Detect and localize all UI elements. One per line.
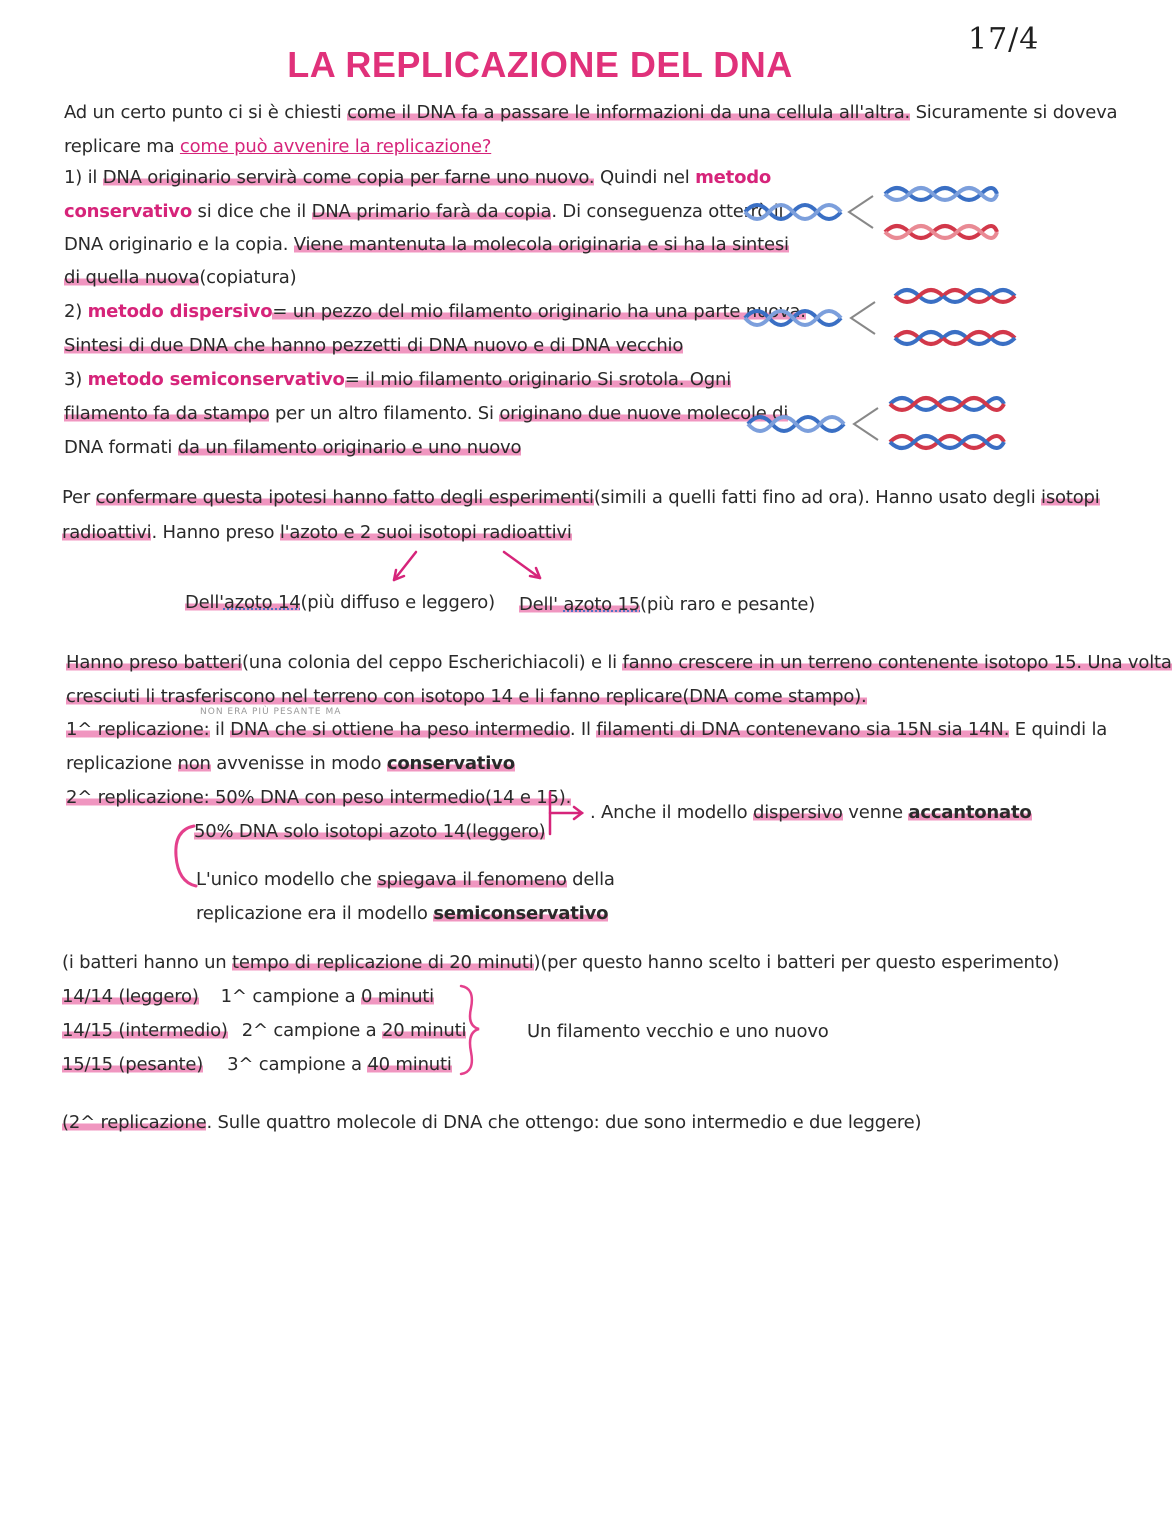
method1-line-3: DNA originario e la copia. Viene mantenuta la molecola originaria e si ha la sintesi [64,234,789,255]
isotope-15-label: Dell' azoto 15(più raro e pesante) [519,594,816,615]
method2-line-2: Sintesi di due DNA che hanno pezzetti di DNA nuovo e di DNA vecchio [64,335,684,356]
intro-line-2: replicare ma come può avvenire la replicazione? [64,136,492,157]
method1-line-2: conservativo si dice che il DNA primario farà da copia. Di conseguenza otterrò il [64,201,784,222]
margin-annotation: NON ERA PIÙ PESANTE MA [200,707,342,717]
experiment-line-1: Per confermare questa ipotesi hanno fatto degli esperimenti(simili a quelli fatti fino ad ora). Hanno usato degli isotopi [62,487,1100,508]
helix-icon [748,417,844,431]
page-title: LA REPLICAZIONE DEL DNA [287,44,793,85]
sample-row-1: 14/14 (leggero) 1^ campione a 0 minuti [62,986,434,1007]
sample-row-2: 14/15 (intermedio) 2^ campione a 20 minuti [62,1020,467,1041]
replication-1-line-1: 1^ replicazione: il DNA che si ottiene ha peso intermedio. Il filamenti di DNA contenevano sia 15N sia 14N. E quindi la [66,719,1108,740]
conclusion-line-1: L'unico modello che spiegava il fenomeno della [196,869,615,890]
helix-icon [745,311,841,325]
helix-icon [745,205,841,219]
strand-summary: Un filamento vecchio e uno nuovo [527,1021,829,1042]
replication-2-line-1: 2^ replicazione: 50% DNA con peso intermedio(14 e 15). [66,787,572,808]
dna-conservative-diagram [735,172,1015,252]
conclusion-line-2: replicazione era il modello semiconservativo [196,903,609,924]
sample-row-3: 15/15 (pesante) 3^ campione a 40 minuti [62,1054,452,1075]
replication-1-line-2: replicazione non avvenisse in modo conservativo [66,753,515,774]
dispersive-rejected-note: . Anche il modello dispersivo venne accantonato [590,802,1032,823]
method3-line-3: DNA formati da un filamento originario e uno nuovo [64,437,522,458]
dna-dispersive-diagram [735,272,1030,362]
bacteria-line-2: cresciuti li trasferiscono nel terreno con isotopo 14 e li fanno replicare(DNA come stampo). [66,686,867,707]
helix-icon [890,398,1004,448]
replication-2-line-2: 50% DNA solo isotopi azoto 14(leggero) [194,821,546,842]
helix-icon [885,188,997,238]
method1-line-4: di quella nuova(copiatura) [64,267,297,288]
method3-line-2: filamento fa da stampo per un altro filamento. Si originano due nuove molecole di [64,403,789,424]
right-brace [455,982,485,1077]
helix-icon [895,290,1015,344]
dna-semiconservative-diagram [738,380,1023,465]
intro-line-1: Ad un certo punto ci si è chiesti come il DNA fa a passare le informazioni da una cellula all'altra. Sicuramente si doveva [64,102,1118,123]
method3-line-1: 3) metodo semiconservativo= il mio filamento originario Si srotola. Ogni [64,369,732,390]
isotope-14-label: Dell'azoto 14(più diffuso e leggero) [185,592,495,613]
branch-arrows [380,548,550,588]
bracket-arrow [540,788,590,838]
experiment-line-2: radioattivi. Hanno preso l'azoto e 2 suoi isotopi radioattivi [62,522,572,543]
bacteria-line-1: Hanno preso batteri(una colonia del ceppo Escherichiacoli) e li fanno crescere in un terreno contenente isotopo 15. Una volta [66,652,1172,673]
method2-line-1: 2) metodo dispersivo= un pezzo del mio filamento originario ha una parte nuova. [64,301,806,322]
time-line: (i batteri hanno un tempo di replicazione di 20 minuti)(per questo hanno scelto i batteri per questo esperimento) [62,952,1060,973]
final-line: (2^ replicazione. Sulle quattro molecole di DNA che ottengo: due sono intermedio e due leggere) [62,1112,922,1133]
date-note: 17/4 [968,22,1040,57]
method1-line-1: 1) il DNA originario servirà come copia per farne uno nuovo. Quindi nel metodo [64,167,772,188]
